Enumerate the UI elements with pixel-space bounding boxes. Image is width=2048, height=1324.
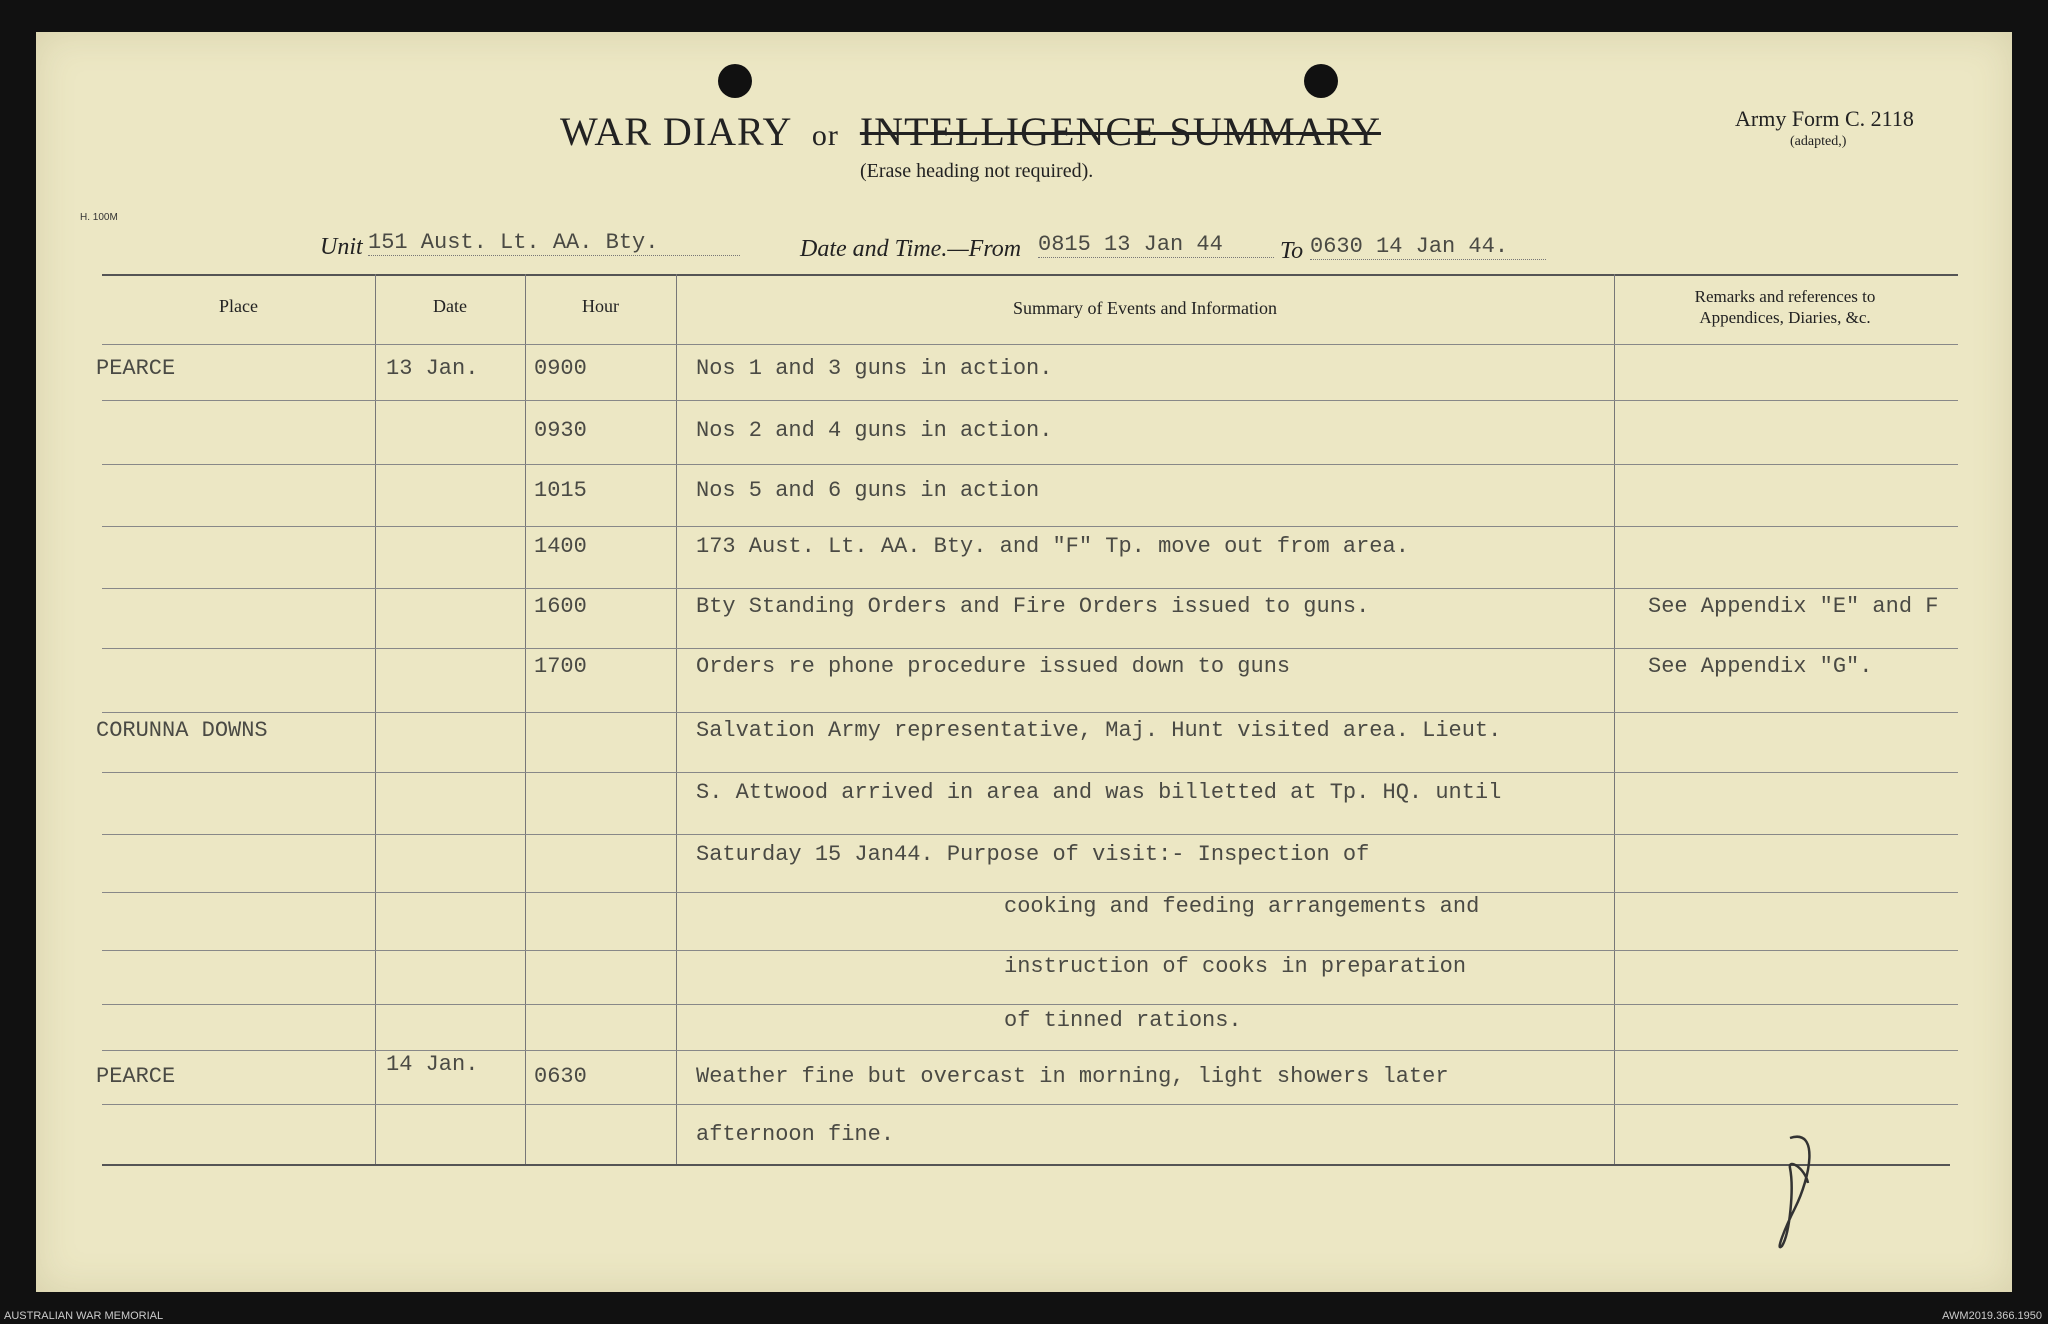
- unit-value: 151 Aust. Lt. AA. Bty.: [368, 230, 740, 256]
- row-rule: [102, 950, 1958, 951]
- row-rule: [102, 400, 1958, 401]
- form-title: [560, 108, 1381, 155]
- col-head-remarks: Remarks and references to Appendices, Diaries, &c.: [1694, 287, 1876, 327]
- title-or: or: [811, 119, 839, 152]
- form-code: H. 100M: [80, 212, 118, 223]
- place-cell: PEARCE: [96, 1064, 176, 1089]
- row-rule: [102, 588, 1958, 589]
- row-rule: [102, 834, 1958, 835]
- table-bottom-border: [102, 1164, 1950, 1166]
- title-war-diary: WAR DIARY: [560, 109, 791, 154]
- date-cell: 14 Jan.: [386, 1052, 479, 1077]
- footer-right: AWM2019.366.1950: [1942, 1310, 2042, 1322]
- row-rule: [102, 712, 1958, 713]
- summary-cell: Orders re phone procedure issued down to guns: [696, 654, 1291, 679]
- divider-place-date: [375, 274, 376, 1164]
- to-value: 0630 14 Jan 44.: [1310, 234, 1546, 260]
- summary-cell: Bty Standing Orders and Fire Orders issued to guns.: [696, 594, 1370, 619]
- to-label: To: [1280, 238, 1304, 264]
- unit-label: Unit: [320, 234, 363, 260]
- hour-cell: 1400: [534, 534, 587, 559]
- table-top-border: [102, 274, 1958, 276]
- row-rule: [102, 344, 1958, 345]
- summary-cell: Nos 1 and 3 guns in action.: [696, 356, 1053, 381]
- summary-cell: Saturday 15 Jan44. Purpose of visit:- Inspection of: [696, 842, 1370, 867]
- divider-summary-remarks: [1614, 274, 1615, 1164]
- row-rule: [102, 772, 1958, 773]
- summary-cell: Nos 2 and 4 guns in action.: [696, 418, 1053, 443]
- row-rule: [102, 648, 1958, 649]
- summary-cell: of tinned rations.: [1004, 1008, 1242, 1033]
- adapted-note: (adapted,): [1790, 134, 1847, 149]
- erase-note: (Erase heading not required).: [860, 160, 1094, 182]
- divider-date-hour: [525, 274, 526, 1164]
- signature-mark: [1760, 1128, 1840, 1258]
- title-intelligence-summary: INTELLIGENCE SUMMARY: [859, 109, 1381, 154]
- datetime-label: Date and Time.—From: [800, 236, 1022, 262]
- summary-cell: 173 Aust. Lt. AA. Bty. and "F" Tp. move out from area.: [696, 534, 1409, 559]
- summary-cell: Nos 5 and 6 guns in action: [696, 478, 1040, 503]
- col-head-hour: Hour: [582, 296, 619, 316]
- hour-cell: 0630: [534, 1064, 587, 1089]
- punch-hole-right: [1304, 64, 1338, 98]
- date-cell: 13 Jan.: [386, 356, 479, 381]
- row-rule: [102, 526, 1958, 527]
- remarks-cell: See Appendix "E" and F: [1648, 594, 1939, 619]
- row-rule: [102, 1004, 1958, 1005]
- from-value: 0815 13 Jan 44: [1038, 232, 1274, 258]
- hour-cell: 1600: [534, 594, 587, 619]
- punch-hole-left: [718, 64, 752, 98]
- col-head-place: Place: [219, 296, 258, 316]
- summary-cell: Salvation Army representative, Maj. Hunt visited area. Lieut.: [696, 718, 1502, 743]
- summary-cell: Weather fine but overcast in morning, light showers later: [696, 1064, 1449, 1089]
- summary-cell: afternoon fine.: [696, 1122, 895, 1147]
- hour-cell: 1015: [534, 478, 587, 503]
- hour-cell: 1700: [534, 654, 587, 679]
- hour-cell: 0900: [534, 356, 587, 381]
- place-cell: PEARCE: [96, 356, 176, 381]
- row-rule: [102, 892, 1958, 893]
- row-rule: [102, 1050, 1958, 1051]
- row-rule: [102, 1104, 1958, 1105]
- army-form-number: Army Form C. 2118: [1735, 106, 1914, 131]
- col-head-date: Date: [433, 296, 467, 316]
- footer-left: AUSTRALIAN WAR MEMORIAL: [4, 1310, 164, 1322]
- divider-hour-summary: [676, 274, 677, 1164]
- col-head-summary: Summary of Events and Information: [1013, 298, 1277, 318]
- hour-cell: 0930: [534, 418, 587, 443]
- remarks-cell: See Appendix "G".: [1648, 654, 1873, 679]
- summary-cell: instruction of cooks in preparation: [1004, 954, 1467, 979]
- summary-cell: cooking and feeding arrangements and: [1004, 894, 1480, 919]
- place-cell: CORUNNA DOWNS: [96, 718, 268, 743]
- row-rule: [102, 464, 1958, 465]
- summary-cell: S. Attwood arrived in area and was billetted at Tp. HQ. until: [696, 780, 1502, 805]
